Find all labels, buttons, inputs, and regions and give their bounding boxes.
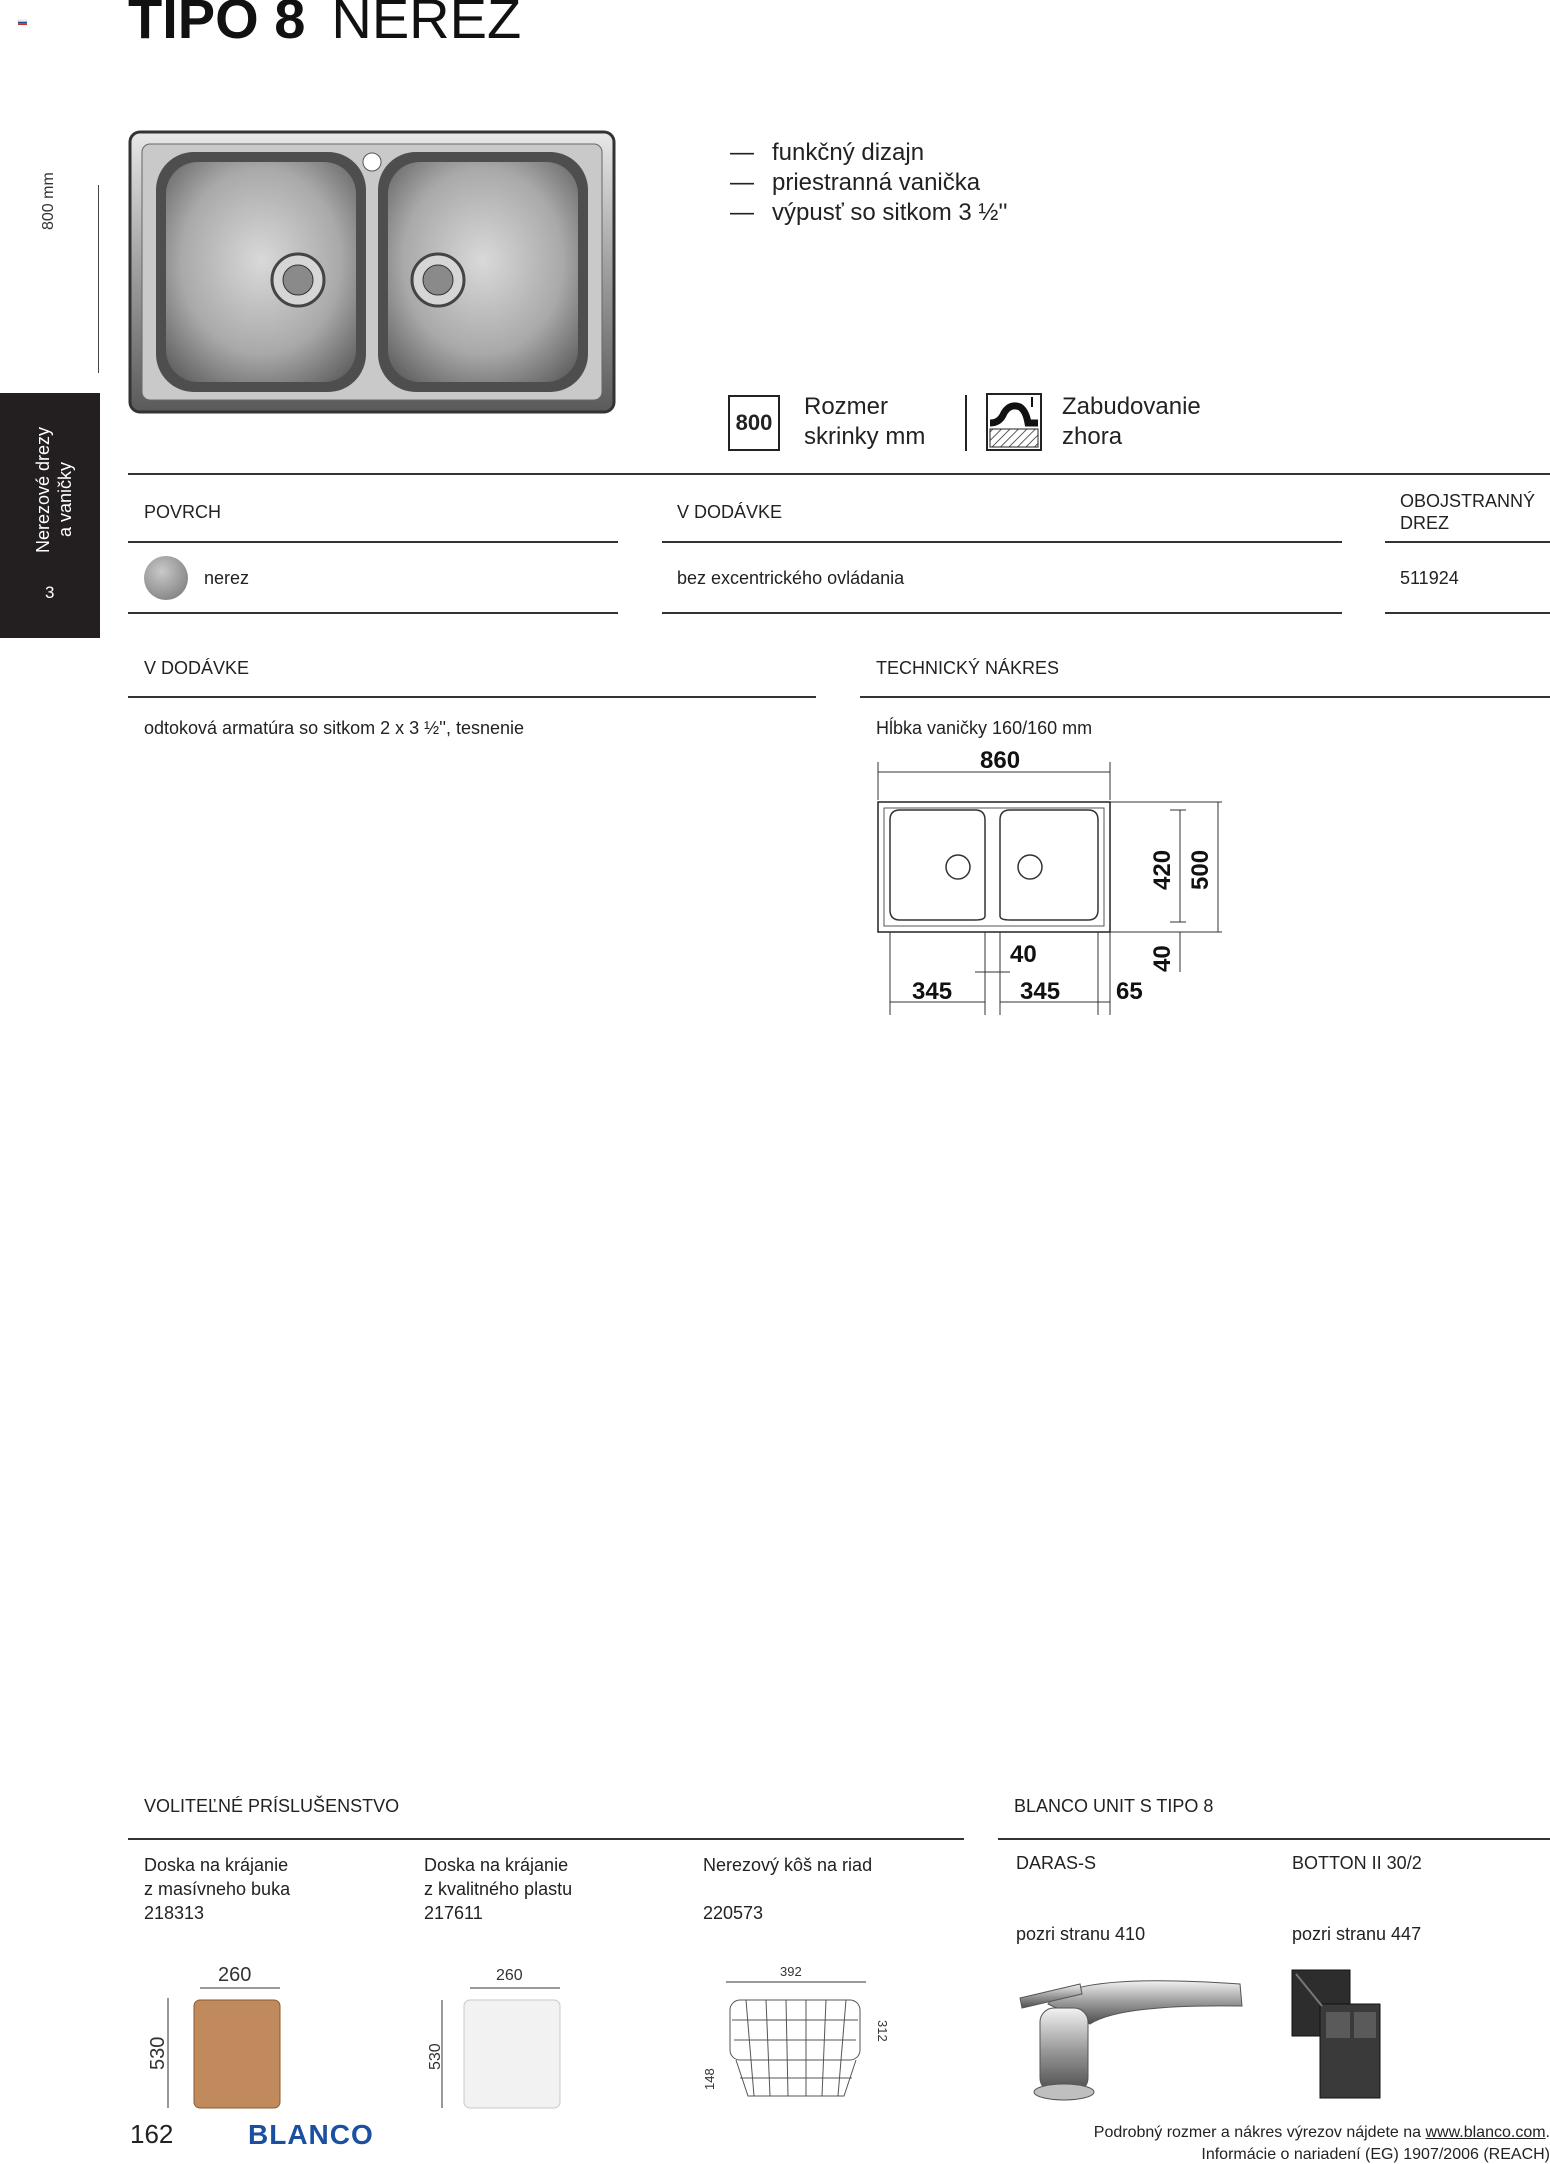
page-title: TIPO 8 NEREZ — [128, 0, 522, 50]
variant-code: 511924 — [1400, 568, 1459, 588]
faucet-image — [1010, 1964, 1250, 2104]
section-divider — [998, 1838, 1550, 1840]
section-divider — [128, 1838, 964, 1840]
cabinet-size-label: Rozmer skrinky mm — [804, 393, 926, 450]
accessory-item: Doska na krájanie z kvalitného plastu 217611 — [424, 1855, 573, 1923]
table-divider — [1385, 541, 1550, 543]
dim-label: 530 — [427, 2043, 444, 2070]
dim-label: 530 — [147, 2036, 169, 2070]
delivery-section-value: odtoková armatúra so sitkom 2 x 3 ½'', tesnenie — [144, 718, 525, 738]
technical-header: TECHNICKÝ NÁKRES — [876, 658, 1060, 678]
surface-header: POVRCH — [144, 502, 222, 522]
bowl-depth: Hĺbka vaničky 160/160 mm — [876, 718, 1093, 738]
table-divider — [128, 612, 618, 614]
feature-item: — výpusť so sitkom 3 ½'' — [730, 198, 1008, 228]
dim-gap: 40 — [1010, 941, 1037, 968]
technical-drawing — [870, 740, 1230, 1020]
top-mount-icon — [986, 393, 1042, 451]
cabinet-size-badge: 800 — [728, 395, 780, 451]
surface-color-swatch — [144, 556, 188, 600]
dim-label: 260 — [496, 1967, 523, 1984]
table-divider — [662, 541, 1342, 543]
section-divider — [860, 696, 1550, 698]
accessory-item: Doska na krájanie z masívneho buka 218313 — [144, 1855, 291, 1923]
section-number: 3 — [45, 583, 55, 602]
feature-item: — priestranná vanička — [730, 168, 1008, 198]
dim-bowl1: 345 — [912, 978, 953, 1005]
plastic-board-image — [420, 1960, 570, 2110]
waste-bin-image — [1286, 1964, 1406, 2104]
footer-note: Podrobný rozmer a nákres výrezov nájdete na www.blanco.com. — [1093, 2124, 1550, 2141]
dim-label: 148 — [702, 2068, 717, 2090]
delivery-header: V DODÁVKE — [677, 502, 783, 522]
feature-item: — funkčný dizajn — [730, 138, 1008, 168]
dim-depth-total: 500 — [1187, 849, 1214, 890]
footer-note: Informácie o nariadení (EG) 1907/2006 (REACH) — [1201, 2146, 1550, 2163]
dimension-line — [98, 185, 99, 373]
dim-label: 260 — [218, 1964, 252, 1986]
section-divider — [128, 696, 816, 698]
flag-icon — [18, 20, 27, 25]
surface-value: nerez — [204, 568, 250, 588]
brand-logo: BLANCO — [248, 2119, 374, 2150]
dim-edge: 40 — [1149, 945, 1176, 972]
dim-bowl2: 345 — [1020, 978, 1061, 1005]
wood-board-image — [140, 1960, 290, 2110]
table-divider — [128, 473, 1550, 475]
category-tab[interactable] — [0, 393, 100, 638]
accessory-item: Nerezový kôš na riad 220573 — [703, 1855, 873, 1923]
page-number: 162 — [130, 2119, 174, 2149]
sink-product-image — [128, 130, 616, 415]
dim-depth-inner: 420 — [1149, 849, 1176, 890]
delivery-section-header: V DODÁVKE — [144, 658, 250, 678]
accessories-header: VOLITEĽNÉ PRÍSLUŠENSTVO — [144, 1796, 400, 1816]
divider — [965, 395, 967, 451]
unit-item-ref: pozri stranu 447 — [1292, 1924, 1422, 1944]
category-label: Nerezové drezy a vaničky — [33, 426, 75, 553]
variant-header: OBOJSTRANNÝ DREZ — [1400, 491, 1536, 533]
dim-label: 392 — [780, 1964, 802, 1979]
dim-right: 65 — [1116, 978, 1143, 1005]
dimension-label: 800 mm — [40, 172, 57, 230]
feature-list — [730, 138, 1008, 228]
dim-width: 860 — [980, 747, 1021, 774]
delivery-value: bez excentrického ovládania — [677, 568, 905, 588]
dish-basket-image — [696, 1960, 890, 2110]
dim-label: 312 — [875, 2020, 890, 2042]
unit-header: BLANCO UNIT S TIPO 8 — [1014, 1796, 1214, 1816]
installation-label: Zabudovanie zhora — [1062, 393, 1201, 450]
unit-item-name: BOTTON II 30/2 — [1292, 1853, 1422, 1873]
website-link[interactable]: www.blanco.com — [1425, 2124, 1546, 2141]
table-divider — [1385, 612, 1550, 614]
unit-item-name: DARAS-S — [1016, 1853, 1097, 1873]
table-divider — [662, 612, 1342, 614]
table-divider — [128, 541, 618, 543]
unit-item-ref: pozri stranu 410 — [1016, 1924, 1146, 1944]
